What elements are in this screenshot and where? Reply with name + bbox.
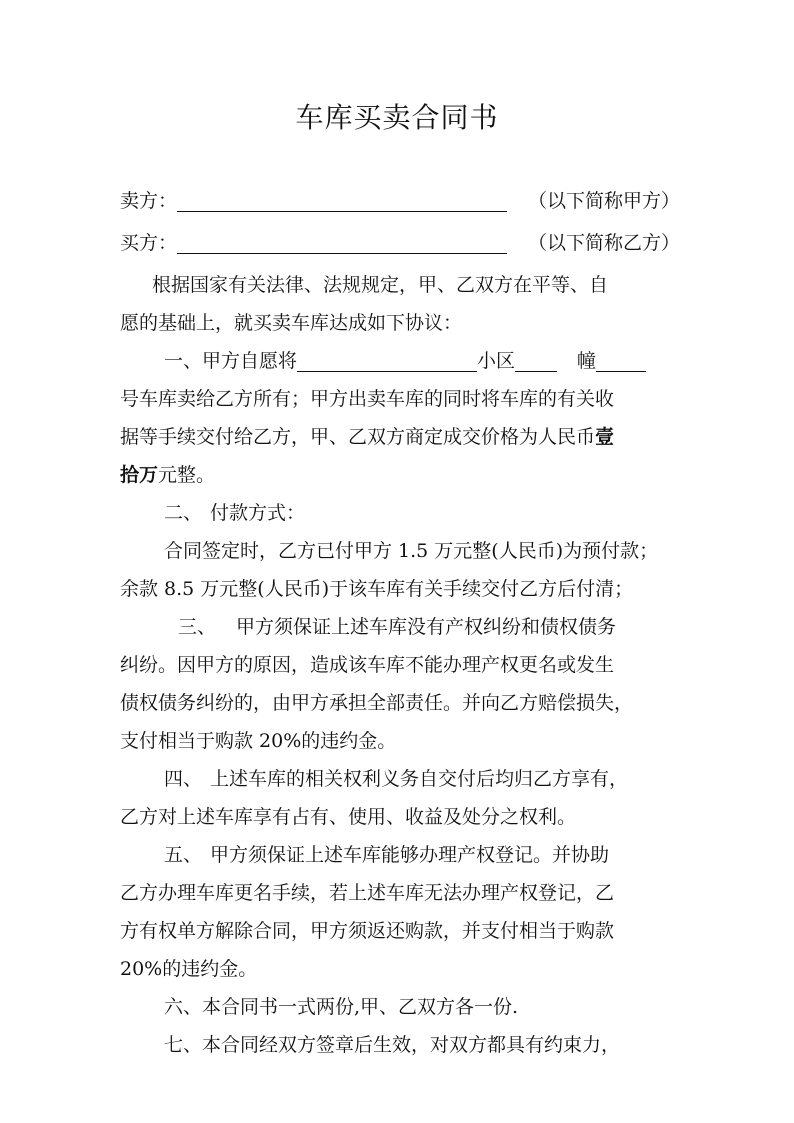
clause-6-line: 六、本合同书一式两份,甲、乙双方各一份. [164, 996, 519, 1018]
clause-3-line-1 [178, 608, 616, 646]
buyer-note: （以下简称乙方） [527, 232, 680, 254]
seller-label: 卖方： [120, 190, 178, 212]
community-blank[interactable] [297, 347, 477, 372]
price-amount-part-1: 壹 [595, 426, 615, 448]
clause-5-line-4: 20%的违约金。 [120, 958, 258, 980]
clause-5-line-1 [164, 836, 609, 874]
clause-2-heading [164, 494, 305, 532]
clause-1-line-3 [120, 418, 614, 456]
clause-2-line-1: 合同签定时，乙方已付甲方 1.5 万元整(人民币)为预付款； [164, 540, 659, 562]
price-amount-suffix: 元整。 [158, 464, 216, 486]
price-amount-part-2: 拾万 [120, 464, 159, 486]
clause-3-text: 甲方须保证上述车库没有产权纠纷和债权债务 [236, 616, 617, 638]
building-blank[interactable] [515, 347, 557, 372]
clause-4-number: 四、 [164, 768, 203, 790]
clause-1-prefix: 一、甲方自愿将 [164, 350, 298, 372]
building-label: 幢 [577, 350, 597, 372]
community-label: 小区 [477, 350, 516, 372]
clause-3-line-4: 支付相当于购款 20%的违约金。 [120, 730, 397, 752]
clause-3-line-3: 债权债务纠纷的，由甲方承担全部责任。并向乙方赔偿损失， [120, 692, 634, 714]
clause-2-number: 二、 [164, 502, 203, 524]
clause-1-line-1 [164, 342, 646, 380]
buyer-name-blank[interactable] [177, 229, 507, 254]
clause-5-line-2: 乙方办理车库更名手续，若上述车库无法办理产权登记，乙 [120, 882, 615, 904]
clause-4-text: 上述车库的相关权利义务自交付后均归乙方享有， [210, 768, 629, 790]
seller-note: （以下简称甲方） [527, 190, 680, 212]
clause-4-line-2: 乙方对上述车库享有占有、使用、收益及处分之权利。 [120, 806, 577, 828]
clause-7-line: 七、本合同经双方签章后生效，对双方都具有约束力， [164, 1034, 621, 1056]
clause-2-line-2: 余款 8.5 万元整(人民币)于该车库有关手续交付乙方后付清； [120, 578, 634, 600]
clause-1-line-4 [120, 456, 215, 494]
clause-1-line-2: 号车库卖给乙方所有；甲方出卖车库的同时将车库的有关收 [120, 388, 615, 410]
clause-5-text: 甲方须保证上述车库能够办理产权登记。并协助 [210, 844, 610, 866]
buyer-label: 买方： [120, 232, 178, 254]
intro-line-1: 根据国家有关法律、法规规定，甲、乙双方在平等、自 [152, 274, 609, 296]
clause-5-number: 五、 [164, 844, 203, 866]
clause-3-number: 三、 [178, 616, 217, 638]
clause-2-title: 付款方式： [210, 502, 306, 524]
page-title: 车库买卖合同书 [295, 101, 499, 134]
clause-5-line-3: 方有权单方解除合同，甲方须返还购款，并支付相当于购款 [120, 920, 615, 942]
seller-row [120, 182, 680, 220]
buyer-row [120, 224, 680, 262]
garage-number-blank[interactable] [596, 347, 646, 372]
intro-line-2: 愿的基础上，就买卖车库达成如下协议： [120, 312, 463, 334]
clause-3-line-2: 纠纷。因甲方的原因，造成该车库不能办理产权更名或发生 [120, 654, 615, 676]
clause-4-line-1 [164, 760, 628, 798]
seller-name-blank[interactable] [177, 187, 507, 212]
clause-1-line-3-text: 据等手续交付给乙方，甲、乙双方商定成交价格为人民币 [120, 426, 596, 448]
